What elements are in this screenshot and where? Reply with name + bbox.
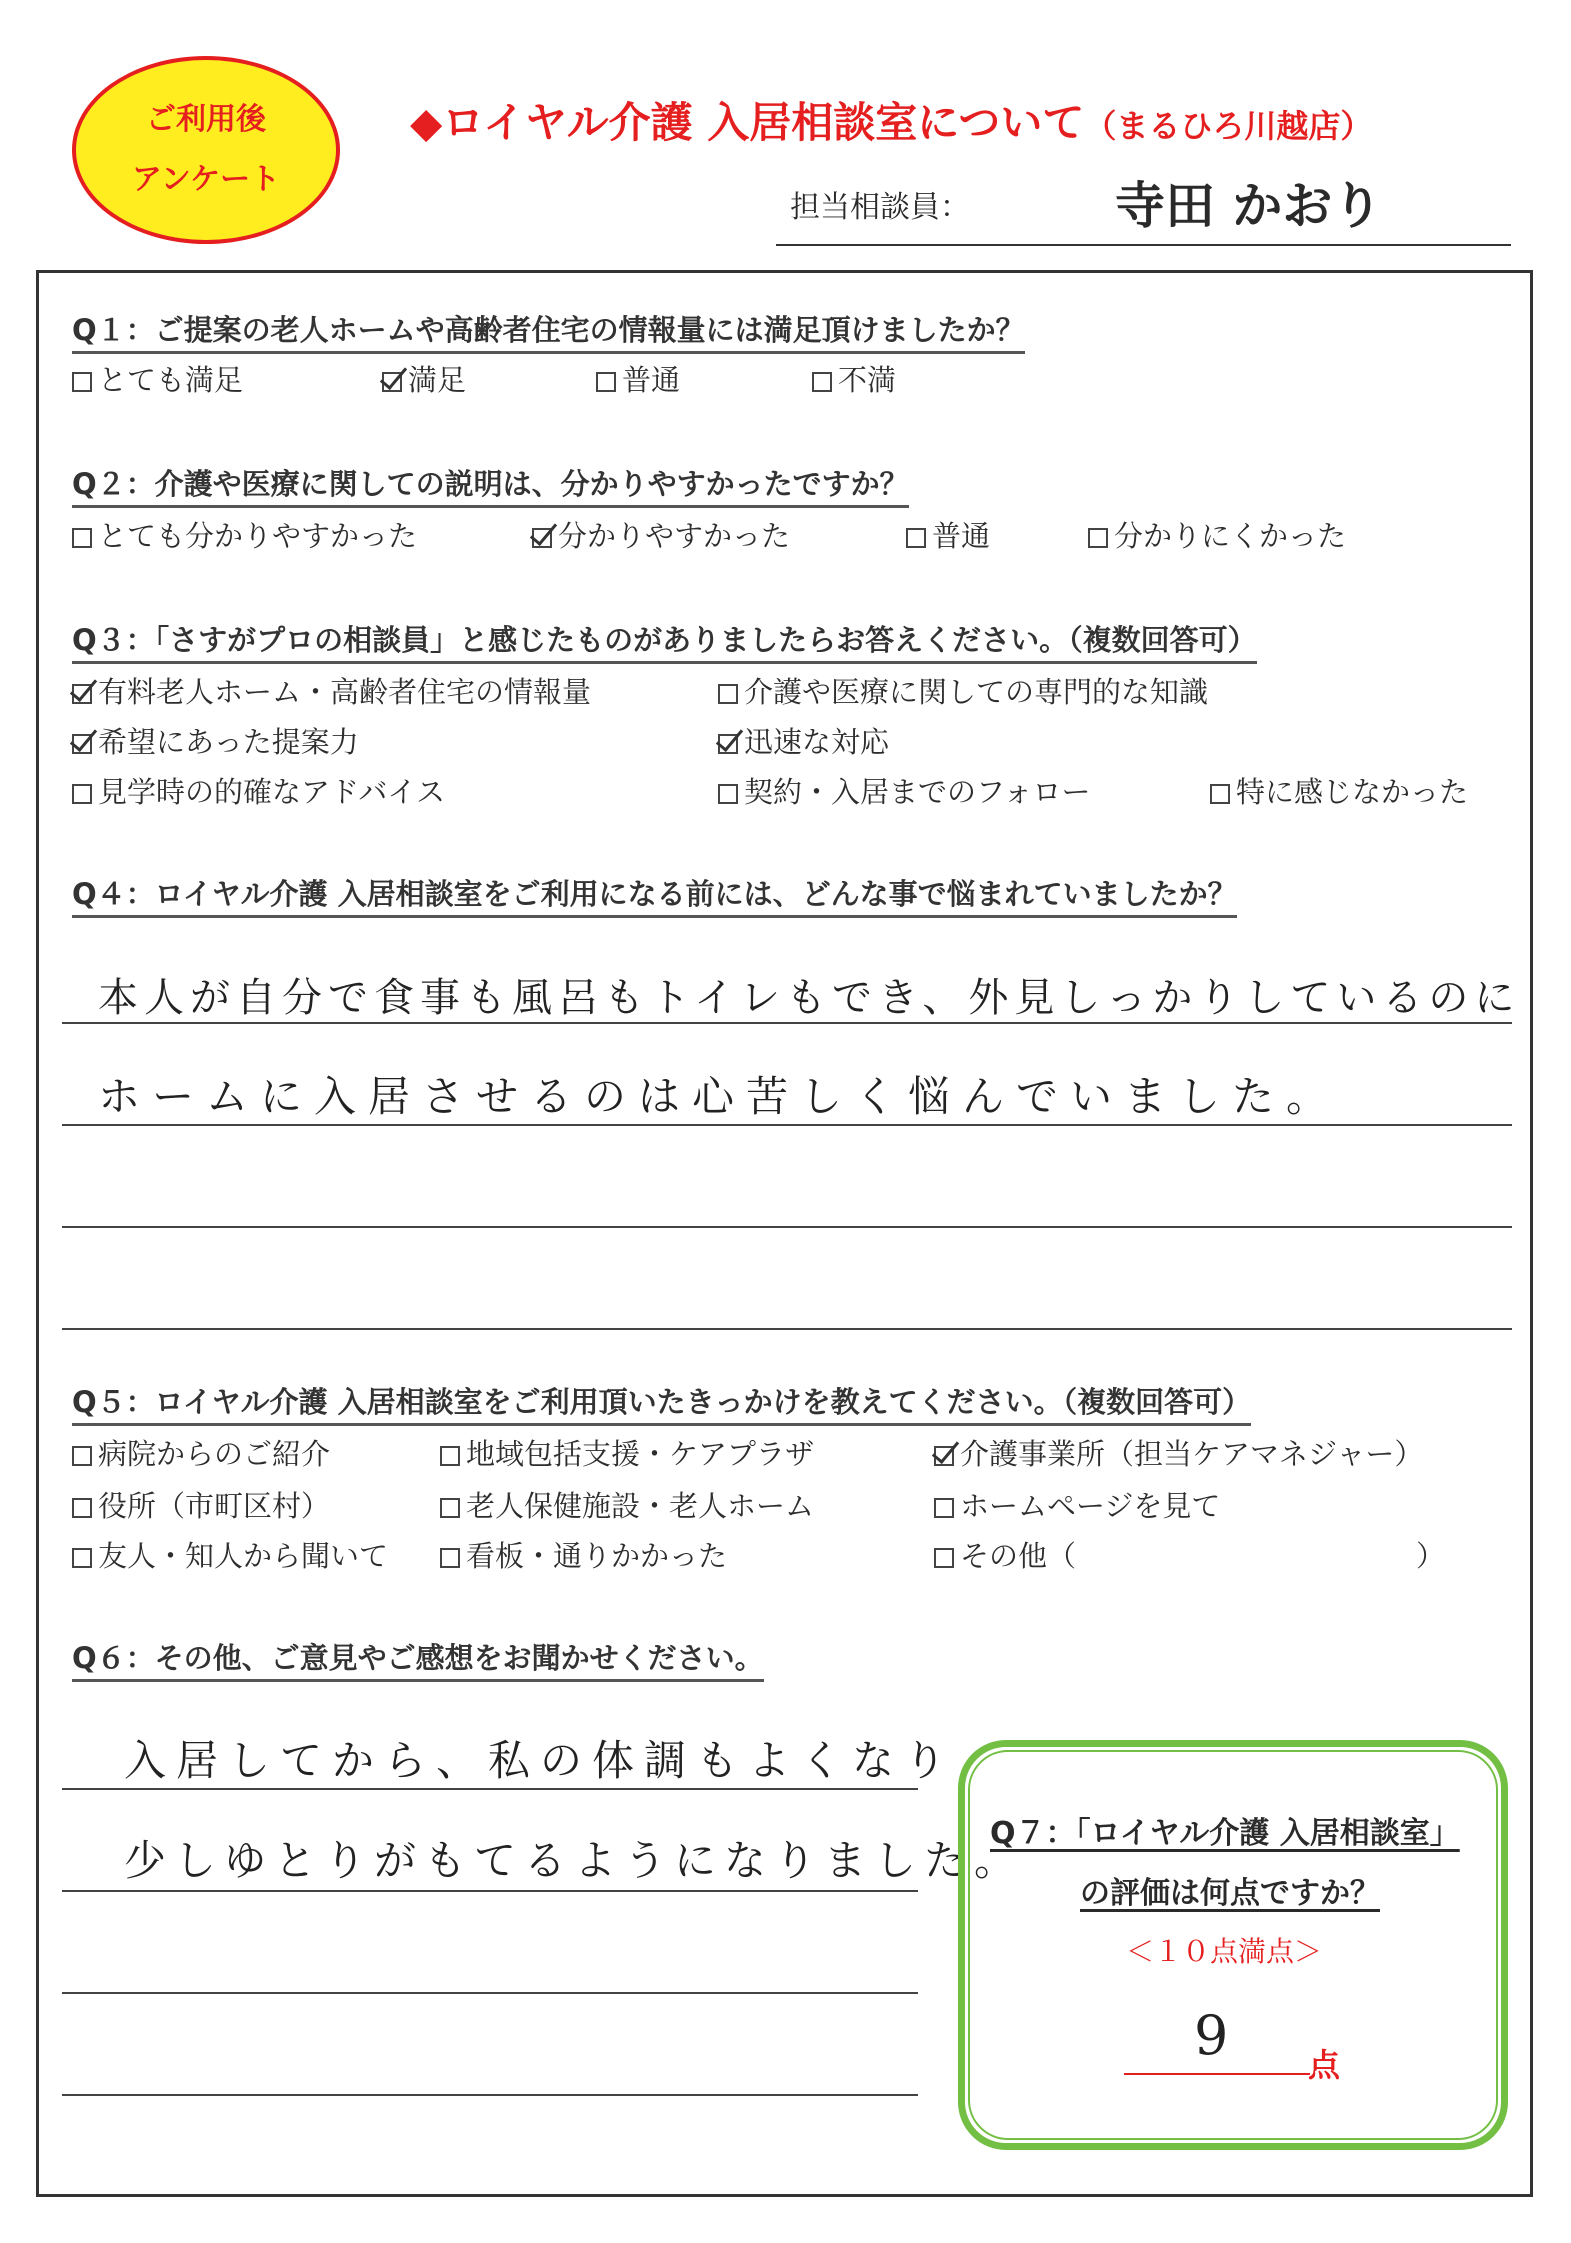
q4-question: Q４：ロイヤル介護 入居相談室をご利用になる前には、どんな事で悩まれていましたか？ [72,872,1237,918]
q3-option-quick-response[interactable]: 迅速な対応 [718,720,889,761]
checked-checkbox-icon[interactable] [532,528,552,548]
checked-checkbox-icon[interactable] [934,1446,954,1466]
checkbox-icon[interactable] [440,1498,460,1518]
q6-answer-rule [62,1992,918,1994]
checkbox-icon[interactable] [440,1548,460,1568]
q1-option-very-satisfied[interactable]: とても満足 [72,358,243,399]
q7-score-underline [1124,2073,1310,2075]
q3-option-info-volume[interactable]: 有料老人ホーム・高齢者住宅の情報量 [72,670,591,711]
checkbox-icon[interactable] [72,528,92,548]
q4-answer-rule [62,1022,1512,1024]
checked-checkbox-icon[interactable] [382,372,402,392]
q2-option-unclear[interactable]: 分かりにくかった [1088,514,1346,555]
q3-option-proposal[interactable]: 希望にあった提案力 [72,720,359,761]
q5-option-community-support[interactable]: 地域包括支援・ケアプラザ [440,1432,814,1473]
checkbox-icon[interactable] [1210,784,1230,804]
q5-option-friends[interactable]: 友人・知人から聞いて [72,1534,388,1575]
q7-score-unit: 点 [1308,2046,1341,2084]
survey-badge [72,56,340,244]
q4-answer-line1: 本人が自分で食事も風呂もトイレもでき、外見しっかりしているのに [98,975,1521,1021]
q4-answer-rule [62,1124,1512,1126]
q7-subtitle: の評価は何点ですか？ [1080,1876,1380,1911]
checked-checkbox-icon[interactable] [72,734,92,754]
q5-option-other[interactable]: その他（ [934,1534,1076,1575]
q5-option-care-facility[interactable]: 老人保健施設・老人ホーム [440,1484,814,1525]
q1-option-normal[interactable]: 普通 [596,358,680,399]
q6-answer-rule [62,2094,918,2096]
checkbox-icon[interactable] [72,1498,92,1518]
checked-checkbox-icon[interactable] [72,684,92,704]
checkbox-icon[interactable] [812,372,832,392]
q5-option-homepage[interactable]: ホームページを見て [934,1484,1220,1525]
q3-option-expert-knowledge[interactable]: 介護や医療に関しての専門的な知識 [718,670,1208,711]
q6-question: Q６：その他、ご意見やご感想をお聞かせください。 [72,1636,764,1682]
staff-name: 寺田 かおり [1115,177,1383,235]
q6-answer-line2: 少しゆとりがもてるようになりました。 [124,1836,1025,1885]
q7-title: Q７：「ロイヤル介護 入居相談室」 [990,1816,1460,1851]
q1-option-dissatisfied[interactable]: 不満 [812,358,896,399]
q1-option-satisfied[interactable]: 満足 [382,358,466,399]
q5-question: Q５：ロイヤル介護 入居相談室をご利用頂いたきっかけを教えてください。（複数回答可） [72,1380,1251,1426]
q2-option-very-clear[interactable]: とても分かりやすかった [72,514,417,555]
q2-option-clear[interactable]: 分かりやすかった [532,514,790,555]
checkbox-icon[interactable] [72,784,92,804]
q6-answer-line1: 入居してから、私の体調もよくなり [124,1736,957,1785]
q6-answer-rule [62,1788,918,1790]
checkbox-icon[interactable] [934,1498,954,1518]
checkbox-icon[interactable] [440,1446,460,1466]
checkbox-icon[interactable] [596,372,616,392]
checkbox-icon[interactable] [72,1446,92,1466]
staff-label: 担当相談員： [790,190,970,225]
q1-question: Q１：ご提案の老人ホームや高齢者住宅の情報量には満足頂けましたか？ [72,308,1025,354]
q2-question: Q２：介護や医療に関しての説明は、分かりやすかったですか？ [72,462,909,508]
q3-question: Q３：「さすがプロの相談員」と感じたものがありましたらお答えください。（複数回答可） [72,618,1257,664]
q4-answer-line2: ホームに入居させるのは心苦しく悩んでいました。 [98,1072,1341,1121]
q5-option-hospital[interactable]: 病院からのご紹介 [72,1432,330,1473]
badge-line2: アンケート [131,162,281,197]
checkbox-icon[interactable] [72,372,92,392]
checkbox-icon[interactable] [72,1548,92,1568]
checkbox-icon[interactable] [1088,528,1108,548]
q6-answer-rule [62,1890,918,1892]
q5-other-close: ） [1416,1539,1446,1573]
q7-max-score: ＜１０点満点＞ [1126,1935,1323,1968]
checked-checkbox-icon[interactable] [718,734,738,754]
q7-score-value[interactable]: 9 [1194,2004,1229,2067]
q2-option-normal[interactable]: 普通 [906,514,990,555]
page-title [410,90,1372,150]
checkbox-icon[interactable] [718,784,738,804]
badge-line1: ご利用後 [146,102,266,137]
q4-answer-rule [62,1226,1512,1228]
q3-option-tour-advice[interactable]: 見学時の的確なアドバイス [72,770,445,811]
checkbox-icon[interactable] [934,1548,954,1568]
q5-option-municipal-office[interactable]: 役所（市町区村） [72,1484,330,1525]
q3-option-follow-up[interactable]: 契約・入居までのフォロー [718,770,1091,811]
q5-option-care-office[interactable]: 介護事業所（担当ケアマネジャー） [934,1432,1423,1473]
q4-answer-rule [62,1328,1512,1330]
title-main: ◆ロイヤル介護 入居相談室について [410,98,1085,147]
staff-underline [776,244,1511,246]
checkbox-icon[interactable] [906,528,926,548]
q5-option-signboard[interactable]: 看板・通りかかった [440,1534,727,1575]
title-store: （まるひろ川越店） [1084,107,1373,145]
q3-option-none[interactable]: 特に感じなかった [1210,770,1468,811]
checkbox-icon[interactable] [718,684,738,704]
